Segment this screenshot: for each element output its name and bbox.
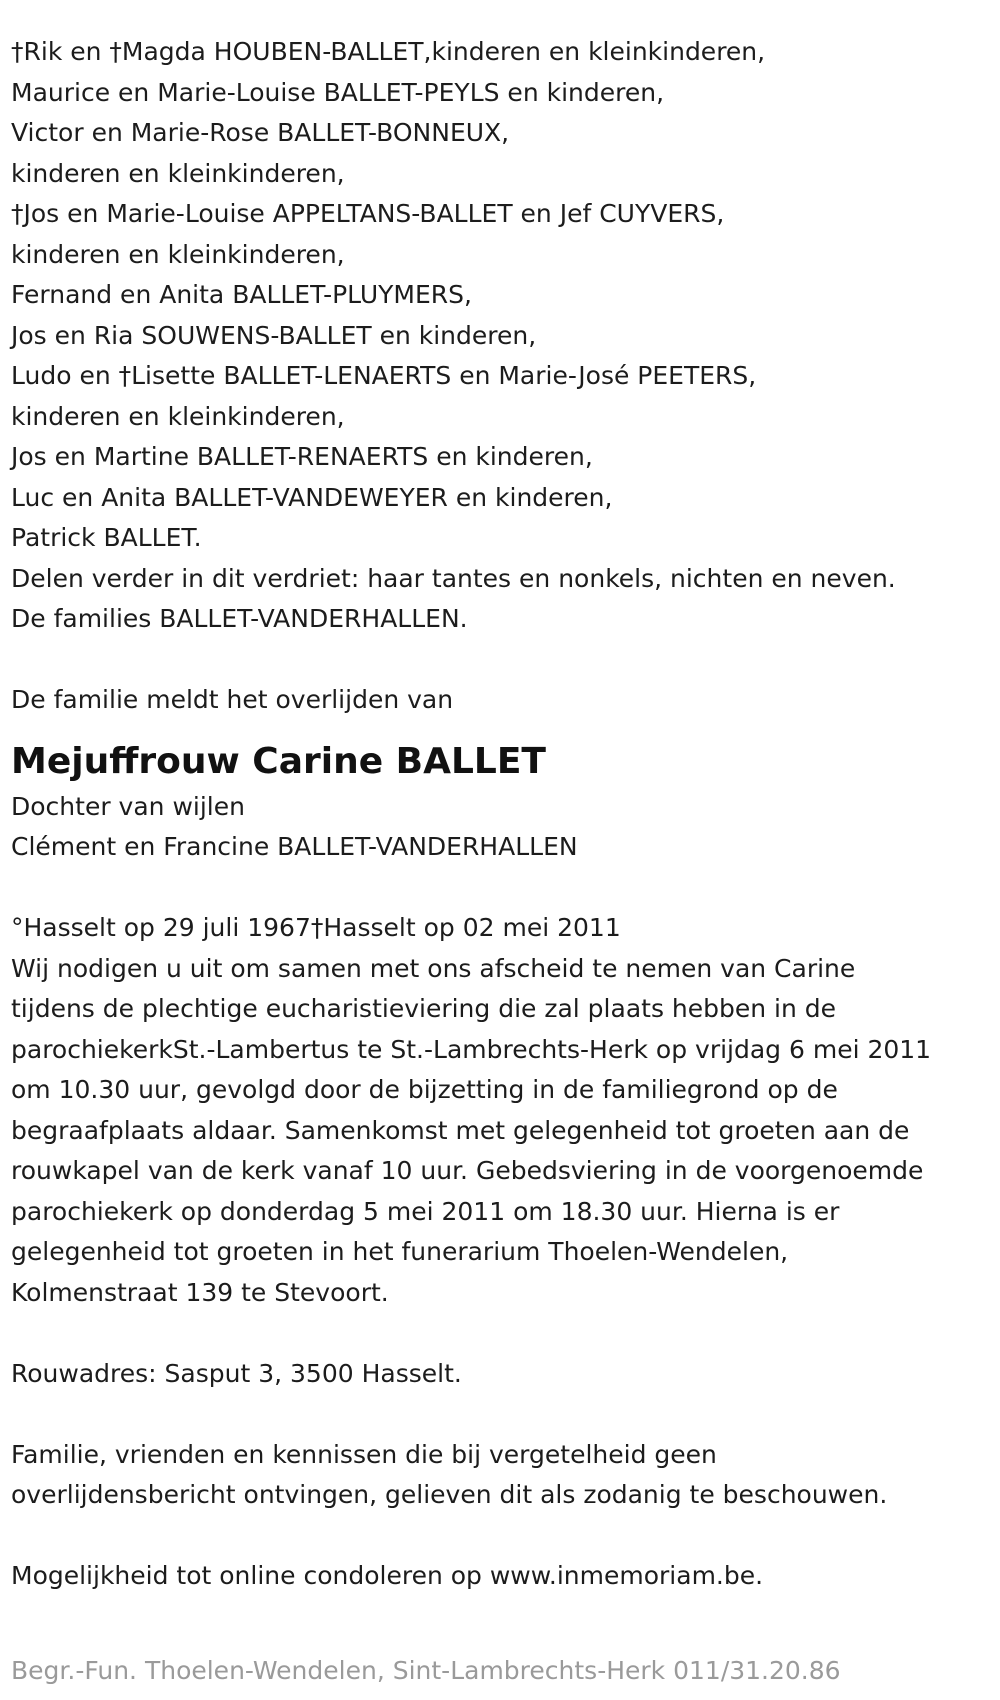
relative-line: †Rik en †Magda HOUBEN-BALLET,kinderen en kleinkinderen, [11,37,766,66]
relative-line: De families BALLET-VANDERHALLEN. [11,604,468,633]
ceremony-paragraph [11,949,991,1314]
parents-line: Clément en Francine BALLET-VANDERHALLEN [11,832,578,861]
ceremony-line: rouwkapel van de kerk vanaf 10 uur. Gebedsviering in de voorgenoemde [11,1156,924,1185]
relatives-list [11,32,991,640]
ceremony-line: parochiekerk op donderdag 5 mei 2011 om 18.30 uur. Hierna is er [11,1196,840,1226]
ceremony-line: parochiekerkSt.-Lambertus te St.-Lambrechts-Herk op vrijdag 6 mei 2011 [11,1034,932,1064]
spacer [11,1597,991,1638]
relative-line: kinderen en kleinkinderen, [11,401,345,431]
notice-paragraph [11,1435,991,1516]
relative-line: Jos en Ria SOUWENS-BALLET en kinderen, [11,320,537,350]
parents-block [11,787,991,868]
relative-line: Delen verder in dit verdriet: haar tantes en nonkels, nichten en neven. [11,563,896,593]
notice-line: Familie, vrienden en kennissen die bij vergetelheid geen [11,1439,717,1469]
funeral-home-footer: Begr.-Fun. Thoelen-Wendelen, Sint-Lambrechts-Herk 011/31.20.86 [11,1656,841,1685]
ceremony-line: begraafplaats aldaar. Samenkomst met gelegenheid tot groeten aan de [11,1115,910,1145]
ceremony-line: Kolmenstraat 139 te Stevoort. [11,1277,389,1307]
relative-line: kinderen en kleinkinderen, [11,158,345,188]
spacer [11,868,991,909]
spacer [11,1516,991,1557]
deceased-name: Mejuffrouw Carine BALLET [11,740,546,782]
ceremony-line: tijdens de plechtige eucharistieviering die zal plaats hebben in de [11,994,837,1023]
relative-line: †Jos en Marie-Louise APPELTANS-BALLET en Jef CUYVERS, [11,199,725,228]
announcement-text: De familie meldt het overlijden van [11,685,454,714]
ceremony-line: Wij nodigen u uit om samen met ons afscheid te nemen van Carine [11,953,856,983]
ceremony-line: om 10.30 uur, gevolgd door de bijzetting in de familiegrond op de [11,1075,838,1104]
online-condolence-text: Mogelijkheid tot online condoleren op www.inmemoriam.be. [11,1561,764,1590]
parents-line: Dochter van wijlen [11,791,245,821]
relative-line: Ludo en †Lisette BALLET-LENAERTS en Marie-José PEETERS, [11,361,757,390]
ceremony-line: gelegenheid tot groeten in het funerarium Thoelen-Wendelen, [11,1237,789,1266]
spacer [11,1313,991,1354]
relative-line: Victor en Marie-Rose BALLET-BONNEUX, [11,118,510,147]
relative-line: Maurice en Marie-Louise BALLET-PEYLS en kinderen, [11,77,665,107]
relative-line: Jos en Martine BALLET-RENAERTS en kinderen, [11,442,593,471]
obituary-notice [11,32,991,1692]
spacer [11,640,991,681]
spacer [11,1394,991,1435]
relative-line: kinderen en kleinkinderen, [11,239,345,269]
relative-line: Luc en Anita BALLET-VANDEWEYER en kinderen, [11,482,613,512]
relative-line: Fernand en Anita BALLET-PLUYMERS, [11,280,472,309]
notice-line: overlijdensbericht ontvingen, gelieven dit als zodanig te beschouwen. [11,1480,888,1509]
relative-line: Patrick BALLET. [11,523,202,552]
birth-death-dates: °Hasselt op 29 juli 1967†Hasselt op 02 mei 2011 [11,913,621,942]
mourning-address: Rouwadres: Sasput 3, 3500 Hasselt. [11,1358,462,1388]
